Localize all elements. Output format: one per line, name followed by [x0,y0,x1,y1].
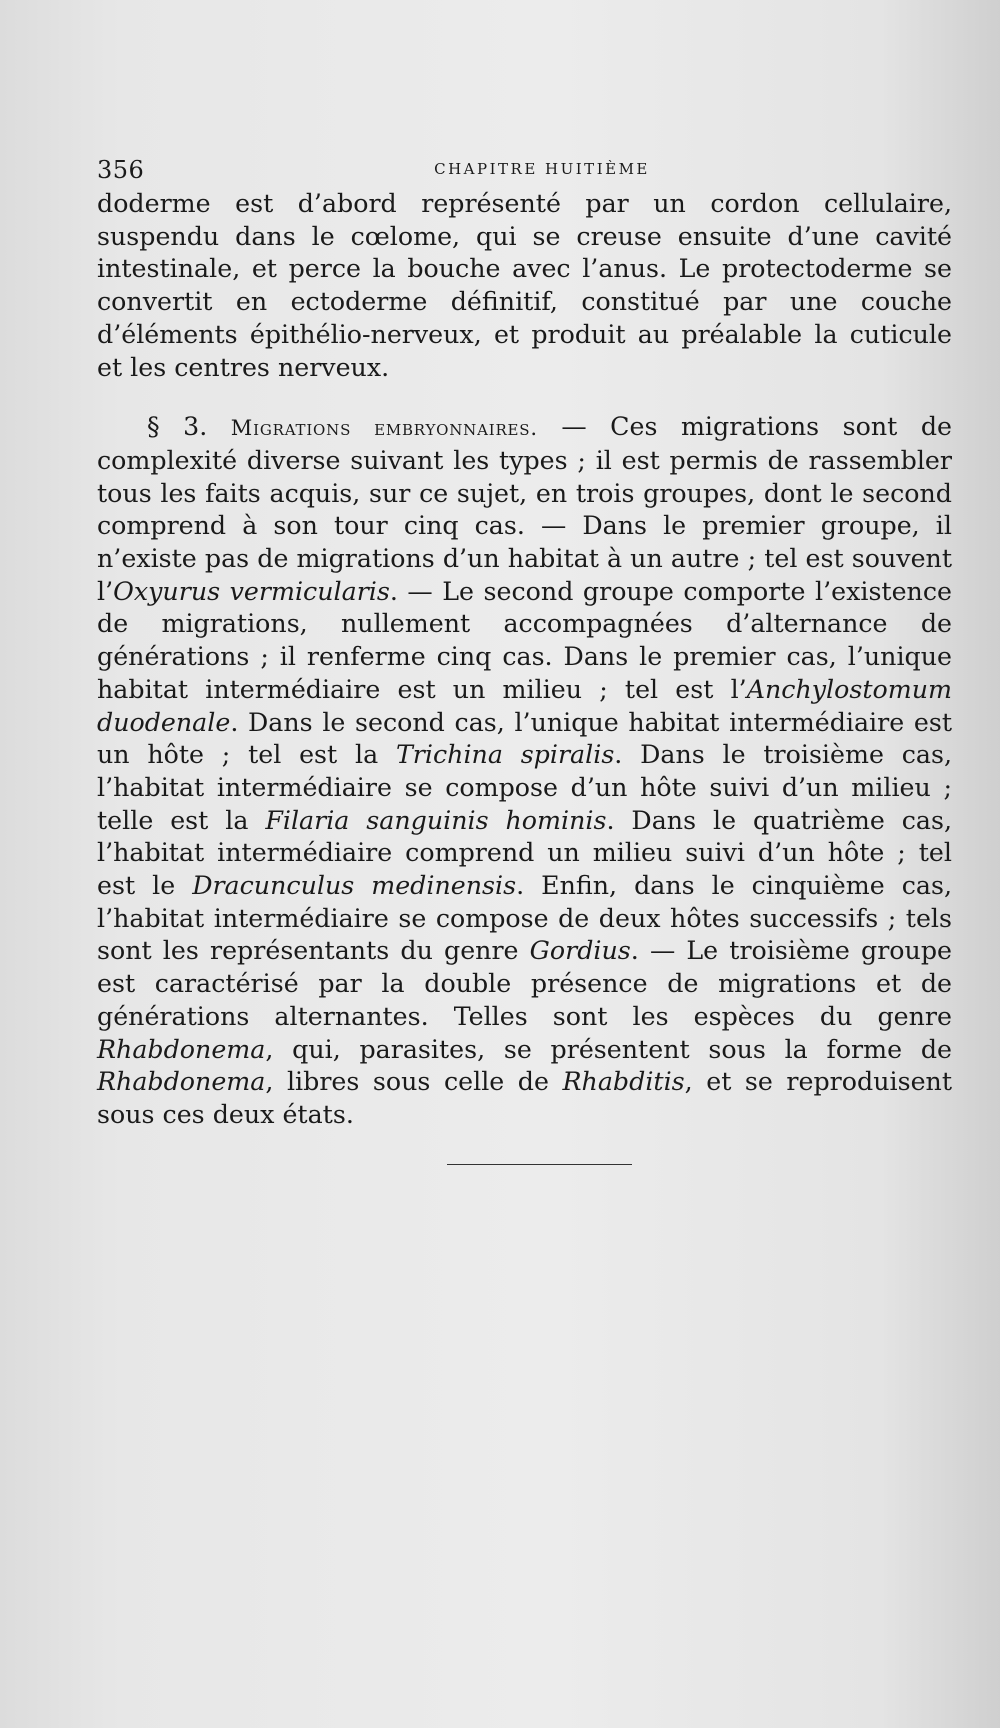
chapter-end-rule [447,1164,632,1165]
taxon-name: Oxyurus vermicularis [113,576,390,606]
section-mark: § 3. [147,412,231,442]
taxon-name: Filaria sanguinis hominis [265,805,607,835]
text-run: . — Le troisième groupe est caractérisé par la double présence de migrations et de générations alternantes. Telles sont les espèces du genre [97,936,952,1031]
text-run: — Ces migrations sont de complexité diverse suivant les types ; il est permis de rassembler tous les faits acquis, sur ce sujet, en trois groupes, dont le second comprend à son tour cinq cas. — Dans le premier groupe, il n’existe pas de migrations d’un habitat à un autre ; tel est souvent l’ [97,412,952,606]
taxon-name: Trichina spiralis [395,740,615,770]
text-run: . Dans le second cas, l’unique habitat intermédiaire est un hôte ; tel est la [97,707,952,770]
text-run: . Dans le quatrième cas, l’habitat intermédiaire comprend un milieu suivi d’un hôte ; tel est le [97,805,952,901]
body-text [97,188,952,1132]
taxon-name: Rhabditis [562,1067,685,1097]
taxon-name: Dracunculus medinensis [192,871,517,901]
taxon-name: Anchylostomum duodenale [97,674,952,737]
chapter-title: CHAPITRE HUITIÈME [434,160,650,178]
text-run: . Dans le troisième cas, l’habitat intermédiaire se compose d’un hôte suivi d’un milieu ; telle est la [97,740,952,835]
paragraph-continuation: doderme est d’abord représenté par un cordon cellulaire, suspendu dans le cœlome, qui se creuse ensuite d’une cavité intestinale, et perce la bouche avec l’anus. Le protectoderme se convertit en ectoderme définitif, constitué par une couche d’éléments épithélio-nerveux, et produit au préalable la cuticule et les centres nerveux. [97,189,952,382]
section-heading: Migrations embryonnaires. [230,416,538,441]
paragraph-migrations [97,411,952,1131]
text-run: . — Le second groupe comporte l’existence de migrations, nullement accompagnées d’alternance de générations ; il renferme cinq cas. Dans le premier cas, l’unique habitat intermédiaire est un milieu ; tel est l’ [97,576,952,704]
taxon-name: Rhabdonema [97,1034,266,1064]
running-head [97,150,947,184]
text-run: , qui, parasites, se présentent sous la forme de [265,1034,952,1064]
taxon-name: Gordius [529,936,631,966]
text-run: , et se reproduisent sous ces deux états. [97,1067,952,1129]
taxon-name: Rhabdonema [97,1067,266,1097]
text-run: . Enfin, dans le cinquième cas, l’habitat intermédiaire se compose de deux hôtes successifs ; tels sont les représentants du genre [97,871,953,966]
page-number: 356 [97,156,145,184]
text-run: , libres sous celle de [265,1067,563,1097]
